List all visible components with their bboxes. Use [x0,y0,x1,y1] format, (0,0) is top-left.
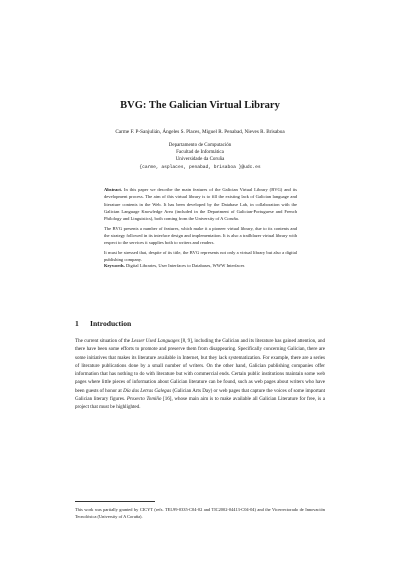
abstract-block [104,186,297,266]
footnote: This work was partially granted by CICYT (refs. TEL99-0335-C04-02 and TIC2002-04413-C04-04) and the Vicerrectorado de Innovación Tecnolóxica (University of A Coruña). [75,507,325,519]
intro-text-4: [16], whose main aim is to make available all Galician Literature for free, is a project that must be highlighted. [75,396,325,411]
footnote-rule [75,501,155,502]
section-heading [75,319,325,328]
intro-text-3: (Galician Arts Day) or web pages that capture the voices of some important Galician literary figures. [75,387,325,403]
abstract-text-1: In this paper we describe the main features of the Galician Virtual Library (BVG) and its development process. The aim of this virtual library is to fill the existing lack of Galician language and literature contents in the Web. It has been developed by the Database Lab, in collaboration with the Galician Language Knowledge Area (included in the Department of Galician-Portuguese and French Philology and Linguistics), both coming from the University of A Coruña. [104,187,297,222]
intro-text-1: The current situation of the [75,338,132,344]
abstract-paragraph [104,186,297,222]
keywords-label: Keywords. [104,263,125,268]
keywords-line [104,262,297,269]
abstract-text-2: The BVG presents a number of features, which make it a pioneer virtual library, due to its contents and the strategy followed in its interface design and implementation. It is also a trailblazer virtual library with respect to the services it supplies both to writers and readers. [104,225,297,246]
affiliation-block [0,142,400,171]
keywords-text: Digital Libraries, User Interfaces to Databases, WWW Interfaces [125,263,245,268]
abstract-label: Abstract. [104,187,123,192]
intro-emphasis-proxecto: Proxecto Tomiño [126,396,162,403]
paper-title: BVG: The Galician Virtual Library [120,100,280,111]
section-title: Introduction [90,319,132,328]
intro-emphasis-lesser-used: Lesser Used Languages [131,338,180,344]
author-list: Carme F. P-Sanjulián, Ángeles S. Places, Miguel R. Penabad, Nieves R. Brisaboa [115,129,285,135]
intro-text-2: [8, 9], including the Galician and its literature has gained attention, and there have been some efforts to promote and preserve them from disappearing. Specifically concerning Galician, there are some initiatives that makes its literature available in Internet, but they lack systematization. For example, there are a series of literature publications done by a small number of writers. On the other hand, Galician publishing companies offer information that has nothing to do with literature but with commercial ends. Certain public institutions maintain some web pages where little pieces of information about Galician literature can be found, such as web pages about writers who have been guests of honor at [75,338,325,394]
affiliation-department: Departamento de Computación [168,143,232,148]
affiliation-university: Universidade da Coruña [175,157,225,163]
section-number: 1 [75,319,79,328]
abstract-text-3: It must be stressed that, despite of its title, the BVG represents not only a virtual library but also a digital publishing company. [104,249,297,263]
intro-emphasis-dia-letras: Día das Letras Galegas [123,387,172,394]
introduction-paragraph [75,337,325,412]
affiliation-faculty: Facultad de Informática [176,150,224,156]
author-emails: {carme, asplaces, penabad, brisaboa }@udc.es [139,164,261,170]
